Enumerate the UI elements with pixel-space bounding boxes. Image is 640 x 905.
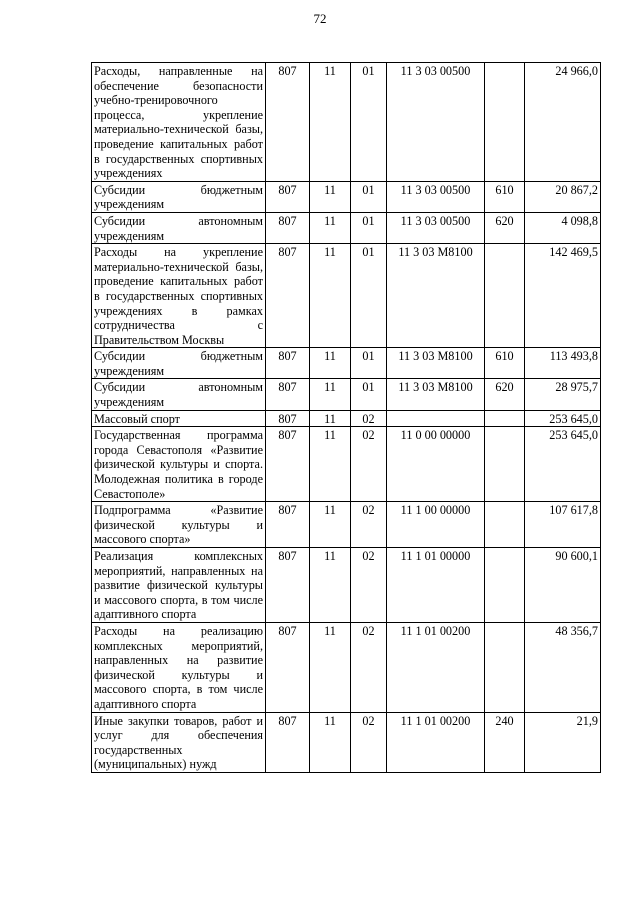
row-name: Массовый спорт (92, 410, 266, 427)
row-rz: 11 (310, 427, 351, 502)
table-row (92, 379, 601, 410)
row-vr (485, 427, 525, 502)
row-ved: 807 (266, 63, 310, 182)
row-pr: 02 (351, 712, 387, 772)
table-row (92, 712, 601, 772)
row-pr: 02 (351, 622, 387, 712)
table-row (92, 502, 601, 548)
table-row (92, 427, 601, 502)
row-vr (485, 548, 525, 623)
row-name: Расходы, направленные на обеспечение безопасности учебно-тренировочного процесса, укрепление материально-технической базы, проведение капитальных работ в государственных спортивных учреждениях (92, 63, 266, 182)
row-name: Субсидии бюджетным учреждениям (92, 181, 266, 212)
row-pr: 02 (351, 502, 387, 548)
row-sum: 24 966,0 (525, 63, 601, 182)
row-name: Государственная программа города Севастополя «Развитие физической культуры и спорта. Молодежная политика в городе Севастополе» (92, 427, 266, 502)
table-row (92, 348, 601, 379)
row-ved: 807 (266, 410, 310, 427)
row-csr: 11 0 00 00000 (387, 427, 485, 502)
row-ved: 807 (266, 548, 310, 623)
row-rz: 11 (310, 63, 351, 182)
row-rz: 11 (310, 244, 351, 348)
row-pr: 01 (351, 379, 387, 410)
row-sum: 90 600,1 (525, 548, 601, 623)
row-rz: 11 (310, 212, 351, 243)
row-csr: 11 1 01 00000 (387, 548, 485, 623)
row-vr: 610 (485, 348, 525, 379)
row-name: Расходы на укрепление материально-технической базы, проведение капитальных работ в государственных спортивных учреждениях в рамках сотрудничества с Правительством Москвы (92, 244, 266, 348)
row-sum: 21,9 (525, 712, 601, 772)
page-number: 72 (313, 11, 327, 26)
row-vr (485, 622, 525, 712)
row-vr: 240 (485, 712, 525, 772)
row-ved: 807 (266, 244, 310, 348)
row-rz: 11 (310, 379, 351, 410)
row-csr: 11 3 03 00500 (387, 63, 485, 182)
table-row (92, 410, 601, 427)
row-ved: 807 (266, 427, 310, 502)
row-rz: 11 (310, 712, 351, 772)
row-rz: 11 (310, 502, 351, 548)
row-sum: 142 469,5 (525, 244, 601, 348)
row-pr: 01 (351, 181, 387, 212)
row-pr: 01 (351, 244, 387, 348)
row-sum: 107 617,8 (525, 502, 601, 548)
row-sum: 253 645,0 (525, 410, 601, 427)
row-ved: 807 (266, 712, 310, 772)
row-csr: 11 1 00 00000 (387, 502, 485, 548)
row-csr: 11 1 01 00200 (387, 712, 485, 772)
row-ved: 807 (266, 622, 310, 712)
row-rz: 11 (310, 181, 351, 212)
row-ved: 807 (266, 212, 310, 243)
row-ved: 807 (266, 181, 310, 212)
row-csr: 11 3 03 M8100 (387, 348, 485, 379)
row-name: Субсидии автономным учреждениям (92, 379, 266, 410)
row-rz: 11 (310, 348, 351, 379)
row-csr: 11 3 03 00500 (387, 181, 485, 212)
row-name: Субсидии автономным учреждениям (92, 212, 266, 243)
row-vr (485, 410, 525, 427)
row-pr: 01 (351, 348, 387, 379)
row-vr (485, 63, 525, 182)
row-name: Реализация комплексных мероприятий, направленных на развитие физической культуры и массового спорта, в том числе адаптивного спорта (92, 548, 266, 623)
row-name: Подпрограмма «Развитие физической культуры и массового спорта» (92, 502, 266, 548)
row-sum: 253 645,0 (525, 427, 601, 502)
row-name: Иные закупки товаров, работ и услуг для обеспечения государственных (муниципальных) нужд (92, 712, 266, 772)
row-sum: 4 098,8 (525, 212, 601, 243)
row-csr: 11 3 03 M8100 (387, 379, 485, 410)
row-rz: 11 (310, 410, 351, 427)
row-pr: 02 (351, 410, 387, 427)
row-csr: 11 1 01 00200 (387, 622, 485, 712)
table-row (92, 181, 601, 212)
row-vr (485, 502, 525, 548)
row-pr: 01 (351, 212, 387, 243)
row-vr (485, 244, 525, 348)
row-csr: 11 3 03 M8100 (387, 244, 485, 348)
row-vr: 620 (485, 379, 525, 410)
row-rz: 11 (310, 548, 351, 623)
row-pr: 02 (351, 548, 387, 623)
row-rz: 11 (310, 622, 351, 712)
budget-table (91, 62, 601, 773)
row-ved: 807 (266, 348, 310, 379)
row-csr: 11 3 03 00500 (387, 212, 485, 243)
row-pr: 01 (351, 63, 387, 182)
row-sum: 28 975,7 (525, 379, 601, 410)
row-csr (387, 410, 485, 427)
row-vr: 610 (485, 181, 525, 212)
row-ved: 807 (266, 379, 310, 410)
table-row (92, 244, 601, 348)
row-sum: 113 493,8 (525, 348, 601, 379)
row-name: Субсидии бюджетным учреждениям (92, 348, 266, 379)
row-pr: 02 (351, 427, 387, 502)
row-sum: 20 867,2 (525, 181, 601, 212)
table-row (92, 548, 601, 623)
row-name: Расходы на реализацию комплексных мероприятий, направленных на развитие физической культуры и массового спорта, в том числе адаптивного спорта (92, 622, 266, 712)
table-row (92, 63, 601, 182)
row-ved: 807 (266, 502, 310, 548)
row-sum: 48 356,7 (525, 622, 601, 712)
row-vr: 620 (485, 212, 525, 243)
table-row (92, 212, 601, 243)
table-row (92, 622, 601, 712)
